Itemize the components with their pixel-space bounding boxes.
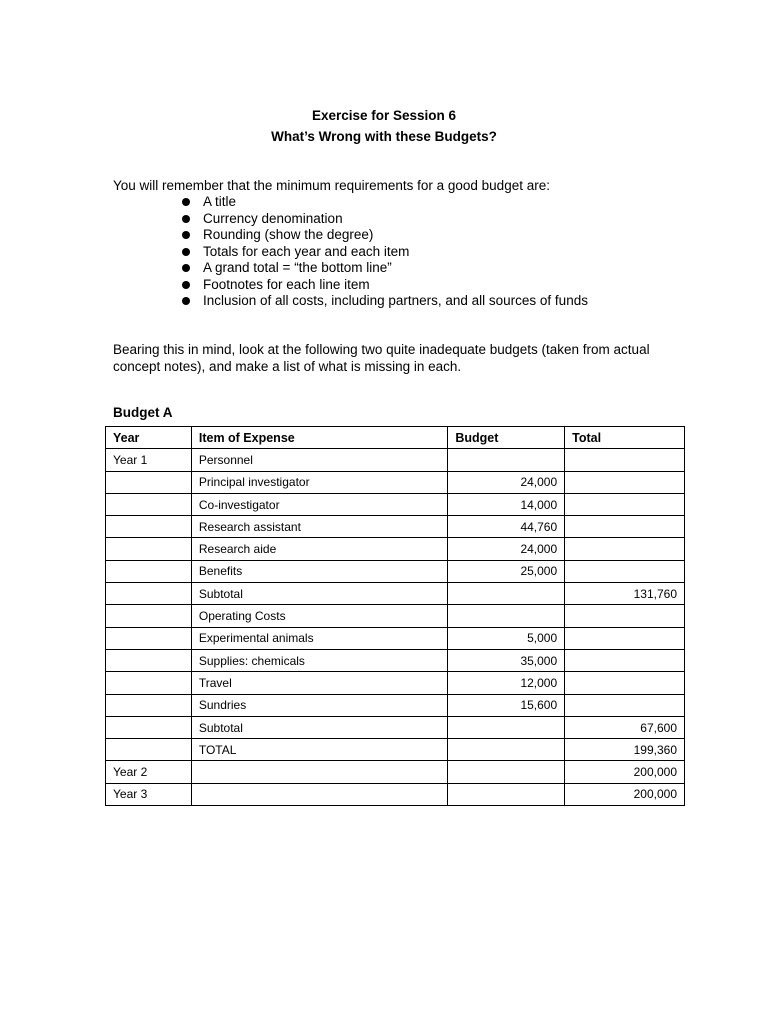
cell-budget <box>448 583 565 605</box>
cell-year <box>106 739 192 761</box>
cell-year <box>106 471 192 493</box>
cell-budget <box>448 605 565 627</box>
table-row <box>106 649 685 671</box>
cell-item <box>191 783 447 805</box>
cell-item: Research assistant <box>191 516 447 538</box>
bullet-icon <box>182 215 190 223</box>
requirement-text: Rounding (show the degree) <box>203 227 374 242</box>
intro-paragraph: You will remember that the minimum requirements for a good budget are: <box>113 178 550 193</box>
cell-total: 67,600 <box>565 716 685 738</box>
bullet-icon <box>182 264 190 272</box>
cell-year <box>106 516 192 538</box>
list-item <box>181 194 588 211</box>
table-row <box>106 471 685 493</box>
table-row <box>106 761 685 783</box>
cell-total <box>565 649 685 671</box>
cell-total <box>565 694 685 716</box>
cell-budget: 5,000 <box>448 627 565 649</box>
cell-total: 131,760 <box>565 583 685 605</box>
table-row <box>106 449 685 471</box>
cell-total <box>565 516 685 538</box>
cell-item: Benefits <box>191 560 447 582</box>
cell-item: TOTAL <box>191 739 447 761</box>
cell-total: 200,000 <box>565 761 685 783</box>
cell-item: Research aide <box>191 538 447 560</box>
cell-year <box>106 694 192 716</box>
cell-item: Sundries <box>191 694 447 716</box>
cell-item: Operating Costs <box>191 605 447 627</box>
column-header-year: Year <box>106 427 192 449</box>
table-header-row <box>106 427 685 449</box>
cell-total <box>565 538 685 560</box>
cell-budget: 35,000 <box>448 649 565 671</box>
cell-total <box>565 605 685 627</box>
bullet-icon <box>182 231 190 239</box>
bullet-icon <box>182 297 190 305</box>
cell-item: Subtotal <box>191 716 447 738</box>
requirement-text: Inclusion of all costs, including partners, and all sources of funds <box>203 293 588 308</box>
cell-year <box>106 605 192 627</box>
list-item <box>181 260 588 277</box>
cell-total <box>565 449 685 471</box>
cell-year: Year 1 <box>106 449 192 471</box>
cell-year <box>106 560 192 582</box>
bullet-icon <box>182 248 190 256</box>
cell-year <box>106 716 192 738</box>
list-item <box>181 277 588 294</box>
table-row <box>106 627 685 649</box>
cell-item: Principal investigator <box>191 471 447 493</box>
cell-year <box>106 649 192 671</box>
column-header-item: Item of Expense <box>191 427 447 449</box>
cell-budget <box>448 449 565 471</box>
column-header-budget: Budget <box>448 427 565 449</box>
cell-year <box>106 583 192 605</box>
table-row <box>106 783 685 805</box>
table-row <box>106 560 685 582</box>
page-title: Exercise for Session 6 <box>311 108 457 123</box>
cell-item <box>191 761 447 783</box>
cell-budget <box>448 783 565 805</box>
cell-budget: 44,760 <box>448 516 565 538</box>
budget-a-label: Budget A <box>113 405 173 420</box>
cell-budget: 14,000 <box>448 493 565 515</box>
cell-year <box>106 627 192 649</box>
instructions-paragraph: Bearing this in mind, look at the following two quite inadequate budgets (taken from actual concept notes), and make a list of what is missing in each. <box>113 342 650 374</box>
cell-total: 199,360 <box>565 739 685 761</box>
bullet-icon <box>182 198 190 206</box>
cell-budget: 24,000 <box>448 538 565 560</box>
budget-a-table <box>105 426 685 806</box>
table-row <box>106 493 685 515</box>
cell-item: Personnel <box>191 449 447 471</box>
requirement-text: Totals for each year and each item <box>203 243 410 259</box>
table-row <box>106 538 685 560</box>
bullet-icon <box>182 281 190 289</box>
list-item <box>181 244 588 261</box>
list-item <box>181 293 588 310</box>
cell-total <box>565 493 685 515</box>
cell-item: Subtotal <box>191 583 447 605</box>
cell-item: Travel <box>191 672 447 694</box>
cell-budget: 25,000 <box>448 560 565 582</box>
cell-budget <box>448 761 565 783</box>
cell-year <box>106 672 192 694</box>
budget-a-body <box>106 449 685 806</box>
requirements-list <box>181 194 588 310</box>
cell-item: Experimental animals <box>191 627 447 649</box>
table-row <box>106 605 685 627</box>
cell-year: Year 2 <box>106 761 192 783</box>
list-item <box>181 227 588 244</box>
page-subtitle: What’s Wrong with these Budgets? <box>271 129 497 144</box>
cell-total <box>565 560 685 582</box>
cell-total <box>565 627 685 649</box>
cell-item: Co-investigator <box>191 493 447 515</box>
cell-total <box>565 672 685 694</box>
cell-total <box>565 471 685 493</box>
cell-year: Year 3 <box>106 783 192 805</box>
table-row <box>106 739 685 761</box>
cell-item: Supplies: chemicals <box>191 649 447 671</box>
cell-budget: 24,000 <box>448 471 565 493</box>
cell-budget: 15,600 <box>448 694 565 716</box>
list-item <box>181 211 588 228</box>
requirement-text: A grand total = “the bottom line” <box>203 260 392 275</box>
cell-year <box>106 538 192 560</box>
table-row <box>106 694 685 716</box>
table-row <box>106 583 685 605</box>
cell-total: 200,000 <box>565 783 685 805</box>
table-row <box>106 716 685 738</box>
cell-year <box>106 493 192 515</box>
requirement-text: A title <box>203 194 237 209</box>
cell-budget <box>448 739 565 761</box>
requirement-text: Footnotes for each line item <box>203 276 370 292</box>
cell-budget: 12,000 <box>448 672 565 694</box>
cell-budget <box>448 716 565 738</box>
table-row <box>106 516 685 538</box>
column-header-total: Total <box>565 427 685 449</box>
requirement-text: Currency denomination <box>203 210 343 226</box>
table-row <box>106 672 685 694</box>
